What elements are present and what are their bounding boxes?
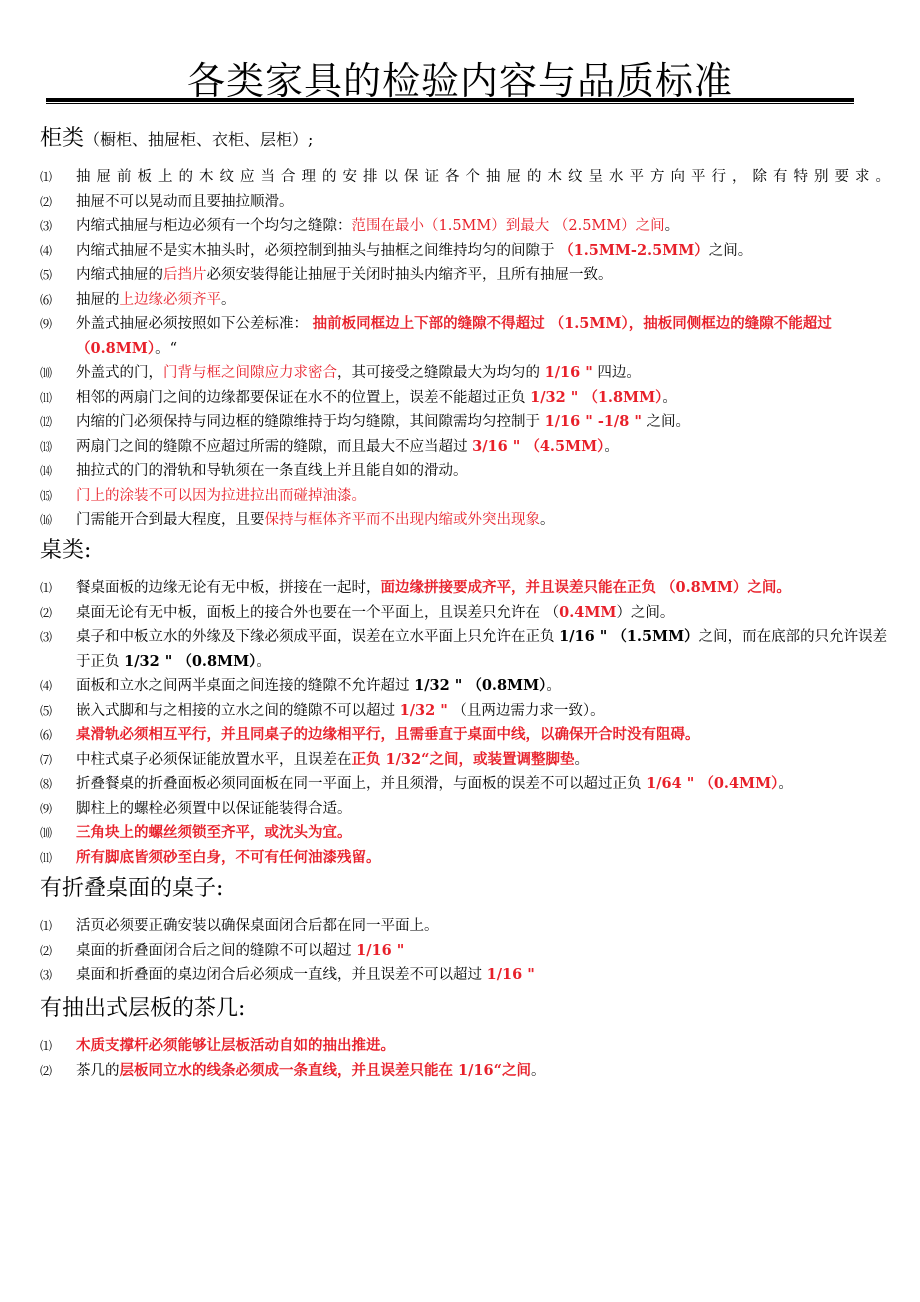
item-number: ⑵ (40, 943, 53, 958)
section-folding-tables (40, 874, 892, 988)
text-run: 之间。 (708, 242, 753, 259)
section-heading-main: 有折叠桌面的桌子 (40, 876, 217, 901)
section-heading (40, 994, 892, 1024)
highlighted-text: 上边缘必须齐平 (119, 291, 221, 308)
text-run: 。“ (155, 340, 177, 357)
section-heading-main: 有抽出式层板的茶几 (40, 996, 239, 1021)
text-run: 嵌入式脚和与之相接的立水之间的缝隙不可以超过 (76, 702, 400, 719)
text-run: 1/32 " （0.8MM） (124, 652, 257, 670)
item-number: ⑴ (40, 1039, 53, 1053)
text-run: 门需能开合到最大程度，且要 (76, 512, 265, 528)
text-run: 抽屉前板上的木纹应当合理的安排以保证各个抽屉的木纹呈水平方向平行，除有特别要求。 (76, 169, 892, 185)
text-run: 。 (540, 512, 555, 528)
list-item (40, 625, 892, 674)
list-item (40, 699, 892, 724)
text-run: 之间，而在底部的只允许误差于正负 (76, 629, 888, 670)
item-number: ⑹ (40, 292, 53, 307)
highlighted-text: 后挡片 (163, 267, 207, 283)
item-number: ⑴ (40, 170, 53, 184)
section-heading (40, 124, 892, 155)
list-item (40, 1059, 892, 1084)
text-run: 。 (604, 438, 619, 455)
item-text (76, 699, 892, 724)
section-tables (40, 536, 892, 870)
text-run: 必须安装得能让抽屉于关闭时抽头内缩齐平，且所有抽屉一致。 (206, 267, 613, 283)
highlighted-text: 1/16 " (356, 941, 405, 959)
list-item (40, 797, 892, 822)
item-number: ⑷ (40, 243, 53, 258)
item-text (76, 723, 892, 748)
section-heading-sub: : (216, 876, 224, 901)
item-number: ⑼ (40, 317, 53, 331)
text-run: 。 (256, 653, 271, 670)
text-run: 面板和立水之间两半桌面之间连接的缝隙不允许超过 (76, 678, 415, 694)
list-item (40, 914, 892, 939)
text-run: （且两边需力求一致）。 (447, 702, 605, 719)
item-number: ⑶ (40, 219, 53, 233)
item-text (76, 435, 892, 460)
item-number: ⑺ (40, 752, 53, 767)
item-text (76, 772, 892, 797)
highlighted-text: 1/16 " (544, 364, 593, 381)
highlighted-text: 1/64 " （0.4MM） (646, 775, 779, 792)
item-number: ⑸ (40, 703, 53, 718)
item-text (76, 190, 892, 215)
item-text (76, 821, 892, 846)
item-number: ⑷ (40, 679, 53, 693)
item-number: ⑵ (40, 194, 53, 209)
text-run: 。 (664, 218, 680, 234)
list-item (40, 263, 892, 288)
item-text (76, 1059, 892, 1084)
highlighted-text: 1/16 " -1/8 " (544, 413, 642, 430)
item-number: ⒁ (40, 464, 53, 478)
highlighted-text: 1/32 " （1.8MM） (530, 388, 663, 406)
text-run: 。 (546, 678, 561, 694)
highlighted-text: 木质支撑杆必须能够让层板活动自如的抽出推进。 (76, 1037, 395, 1054)
text-run: 两扇门之间的缝隙不应超过所需的缝隙，而且最大不应当超过 (76, 438, 473, 455)
section-cabinets (40, 124, 892, 533)
item-number: ⑼ (40, 801, 53, 816)
text-run: 活页必须要正确安装以确保桌面闭合后都在同一平面上。 (76, 918, 439, 934)
item-text (76, 214, 892, 239)
list-item (40, 239, 892, 264)
item-list (40, 1034, 892, 1083)
text-run: 桌面和折叠面的桌边闭合后必须成一直线，并且误差不可以超过 (76, 967, 487, 983)
item-text (76, 239, 892, 264)
text-run: 。 (221, 291, 236, 308)
text-run: 脚柱上的螺栓必须置中以保证能装得合适。 (76, 800, 352, 817)
item-text (76, 1034, 892, 1059)
highlighted-text: 所有脚底皆须砂至白身，不可有任何油漆残留。 (76, 848, 381, 866)
item-number: ⑽ (40, 366, 53, 380)
list-item (40, 484, 892, 509)
text-run: 之间。 (641, 414, 691, 430)
text-run: 1/16 " （1.5MM） (559, 628, 699, 645)
item-text (76, 601, 892, 626)
text-run: 内缩的门必须保持与同边框的缝隙维持于均匀缝隙，其间隙需均匀控制于 (76, 414, 545, 430)
list-item (40, 846, 892, 871)
text-run: 抽拉式的门的滑轨和导轨须在一条直线上并且能自如的滑动。 (76, 463, 468, 479)
list-item (40, 674, 892, 699)
text-run: 相邻的两扇门之间的边缘都要保证在水不的位置上，误差不能超过正负 (76, 389, 531, 406)
text-run: 1/32 " （0.8MM） (414, 677, 547, 694)
text-run: ，其可接受之缝隙最大为均匀的 (337, 365, 545, 381)
item-number: ⑵ (40, 605, 53, 620)
item-list (40, 576, 892, 870)
document-title: 各类家具的检验内容与品质标准 (186, 59, 733, 103)
list-item (40, 723, 892, 748)
highlighted-text: 3/16 " （4.5MM） (472, 437, 605, 455)
item-text (76, 312, 892, 361)
text-run: 。 (662, 389, 677, 406)
highlighted-text: 桌滑轨必须相互平行，并且同桌子的边缘相平行，且需垂直于桌面中线，以确保开合时没有阻碍。 (76, 726, 700, 743)
text-run: 内缩式抽屉不是实木抽头时，必须控制到抽头与抽框之间维持均匀的间隙于 (76, 242, 560, 259)
item-number: ⑶ (40, 968, 53, 982)
item-text (76, 263, 892, 288)
list-item (40, 190, 892, 215)
highlighted-text: 三角块上的螺丝须锁至齐平，或沈头为宜。 (76, 824, 352, 841)
section-pullout-coffee-tables (40, 994, 892, 1083)
item-number: ⑶ (40, 630, 53, 644)
item-text (76, 914, 892, 939)
text-run: 桌面无论有无中板，面板上的接合外也要在一个平面上，且误差只允许在 （ (76, 604, 560, 621)
section-heading-sub: : (84, 538, 92, 563)
section-heading-sub: （橱柜、抽屉柜、衣柜、层柜）; (84, 130, 314, 149)
list-item (40, 386, 892, 411)
list-item (40, 312, 892, 361)
list-item (40, 1034, 892, 1059)
item-number: ⑾ (40, 850, 53, 865)
text-run: 桌子和中板立水的外缘及下缘必须成平面，误差在立水平面上只允许在正负 (76, 629, 560, 645)
text-run: 抽屉不可以晃动而且要抽拉顺滑。 (76, 193, 294, 210)
item-number: ⒂ (40, 488, 53, 503)
highlighted-text: 0.4MM (559, 603, 617, 621)
text-run: 外盖式抽屉必须按照如下公差标准： (76, 316, 313, 332)
highlighted-text: 正负 1/32“之间，或装置调整脚垫 (351, 750, 575, 768)
text-run: 。 (574, 751, 589, 768)
list-item (40, 508, 892, 533)
item-text (76, 625, 892, 674)
section-heading-sub: : (238, 996, 246, 1021)
list-item (40, 288, 892, 313)
text-run: 抽屉的 (76, 291, 120, 308)
list-item (40, 601, 892, 626)
highlighted-text: 1/32 " (399, 701, 448, 719)
list-item (40, 459, 892, 484)
text-run: 内缩式抽屉的 (76, 267, 163, 283)
list-item (40, 939, 892, 964)
section-heading-main: 桌类 (40, 538, 85, 563)
item-text (76, 963, 892, 988)
list-item (40, 165, 892, 190)
list-item (40, 821, 892, 846)
item-number: ⑸ (40, 268, 53, 282)
highlighted-text: 层板同立水的线条必须成一条直线，并且误差只能在 1/16“之间 (119, 1061, 531, 1079)
section-heading (40, 874, 892, 904)
item-text (76, 846, 892, 871)
highlighted-text: 保持与框体齐平而不出现内缩或外突出现象 (264, 512, 540, 528)
text-run: 四边。 (592, 365, 641, 381)
item-number: ⒀ (40, 439, 53, 454)
item-text (76, 361, 892, 386)
text-run: 。 (530, 1062, 546, 1079)
item-number: ⑹ (40, 728, 53, 742)
item-text (76, 797, 892, 822)
text-run: 茶几的 (76, 1062, 120, 1079)
item-number: ⑴ (40, 919, 53, 933)
item-text (76, 459, 892, 484)
highlighted-text: 面边缘拼接要成齐平，并且误差只能在正负 （0.8MM）之间。 (380, 579, 791, 596)
title-underline (46, 98, 854, 104)
list-item (40, 214, 892, 239)
list-item (40, 748, 892, 773)
item-number: ⑾ (40, 390, 53, 405)
item-text (76, 508, 892, 533)
section-heading-main: 柜类 (40, 126, 85, 151)
item-text (76, 484, 892, 509)
highlighted-text: 门背与框之间隙应力求密合 (163, 365, 337, 381)
item-number: ⑵ (40, 1063, 53, 1078)
list-item (40, 435, 892, 460)
item-text (76, 576, 892, 601)
item-list (40, 165, 892, 533)
list-item (40, 361, 892, 386)
item-number: ⑿ (40, 415, 53, 429)
highlighted-text: （1.5MM-2.5MM） (559, 241, 709, 259)
text-run: 外盖式的门， (76, 365, 163, 381)
text-run: 餐桌面板的边缘无论有无中板，拼接在一起时， (76, 580, 381, 596)
section-heading (40, 536, 892, 566)
text-run: 桌面的折叠面闭合后之间的缝隙不可以超过 (76, 942, 357, 959)
item-text (76, 410, 892, 435)
item-text (76, 674, 892, 699)
item-number: ⑽ (40, 826, 53, 840)
item-number: ⒃ (40, 513, 53, 527)
item-text (76, 288, 892, 313)
highlighted-text: 1/16 " (486, 966, 535, 983)
item-text (76, 939, 892, 964)
item-text (76, 748, 892, 773)
text-run: 。 (778, 776, 793, 792)
item-number: ⑻ (40, 777, 53, 791)
list-item (40, 410, 892, 435)
highlighted-text: 抽前板同框边上下部的缝隙不得超过 （1.5MM），抽板同侧框边的缝隙不能超过 （0.8MM） (76, 315, 832, 357)
highlighted-text: 范围在最小（1.5MM）到最大 （2.5MM）之间 (351, 218, 665, 234)
item-number: ⑴ (40, 581, 53, 595)
text-run: 内缩式抽屉与柜边必须有一个均匀之缝隙： (76, 218, 352, 234)
list-item (40, 772, 892, 797)
text-run: 中柱式桌子必须保证能放置水平，且误差在 (76, 751, 352, 768)
text-run: ）之间。 (616, 604, 675, 621)
text-run: 折叠餐桌的折叠面板必须同面板在同一平面上，并且须滑，与面板的误差不可以超过正负 (76, 776, 647, 792)
highlighted-text: 门上的涂装不可以因为拉进拉出而碰掉油漆。 (76, 487, 366, 504)
list-item (40, 963, 892, 988)
list-item (40, 576, 892, 601)
item-text (76, 386, 892, 411)
item-list (40, 914, 892, 988)
item-text (76, 165, 892, 190)
